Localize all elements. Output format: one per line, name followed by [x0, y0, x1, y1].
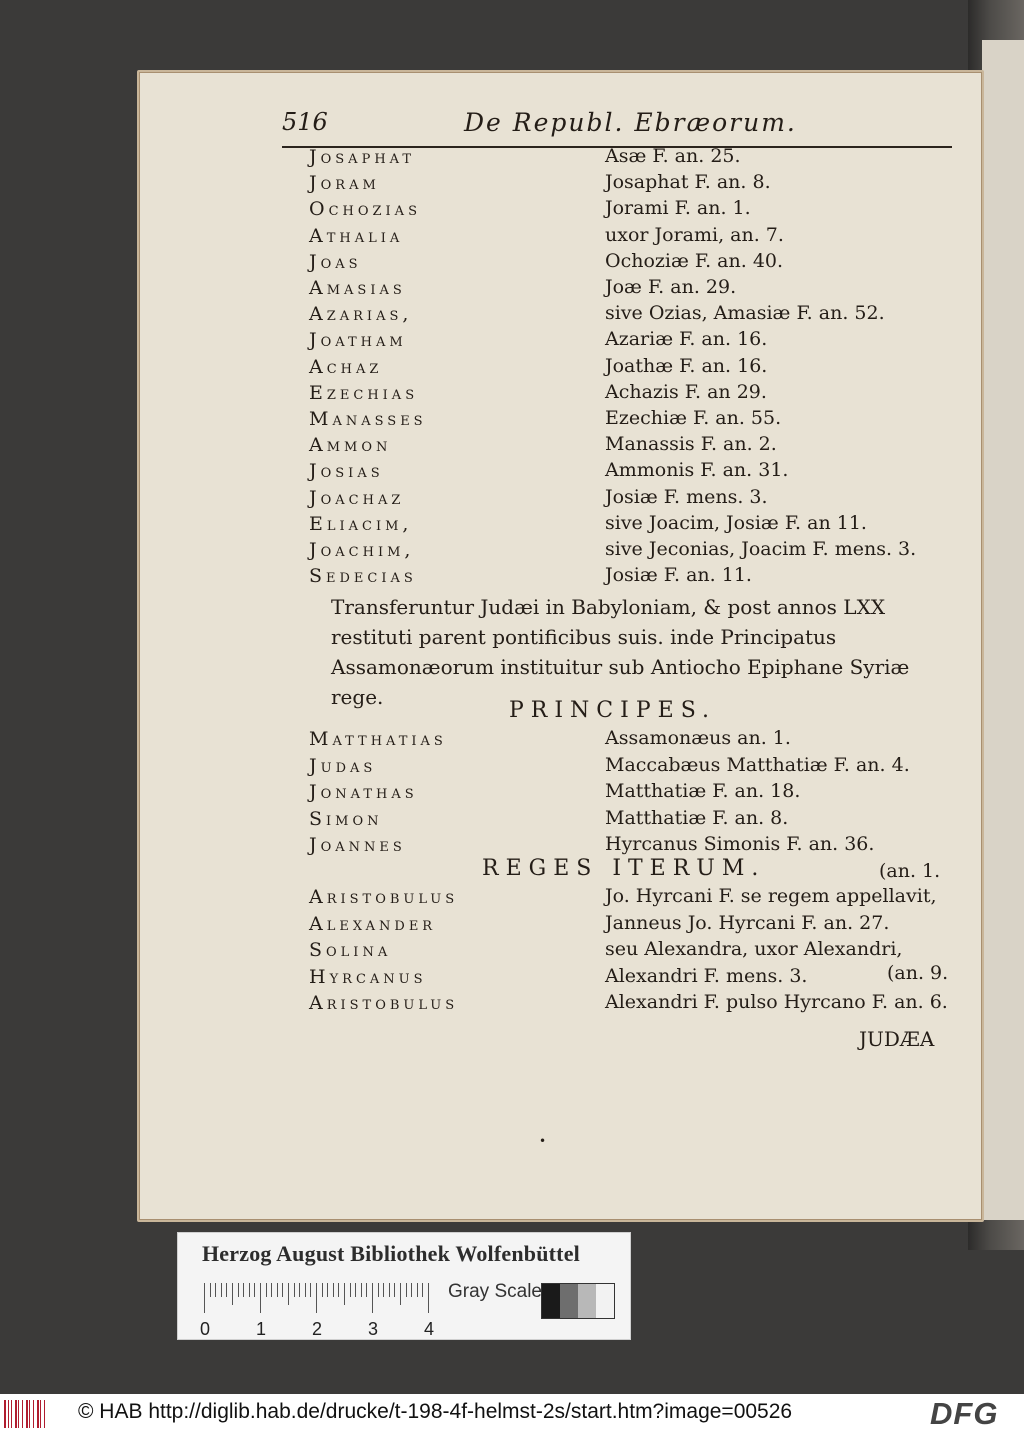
entry-name: Joannes — [309, 834, 406, 856]
entry-row — [309, 886, 959, 912]
entry-name: Joatham — [309, 329, 407, 352]
principes-heading: PRINCIPES. — [509, 698, 716, 723]
entry-detail: Assamonæus an. 1. — [605, 727, 791, 749]
ink-mark: • — [539, 1134, 547, 1148]
entry-detail: Joæ F. an. 29. — [605, 276, 737, 298]
entry-name: Judas — [309, 754, 377, 777]
reges-heading: REGES ITERUM. — [482, 856, 766, 881]
entry-row — [309, 251, 959, 277]
entry-detail: Ezechiæ F. an. 55. — [605, 407, 782, 429]
entry-row — [309, 303, 959, 329]
entry-row — [309, 565, 959, 591]
ruler-label-0: 0 — [200, 1319, 211, 1339]
book-page — [137, 70, 984, 1222]
entry-detail: Matthatiæ F. an. 18. — [605, 780, 801, 802]
entry-detail: Achazis F. an 29. — [605, 380, 767, 403]
entry-row — [309, 198, 959, 224]
entry-detail: Ammonis F. an. 31. — [605, 459, 789, 482]
entry-name: Aristobulus — [309, 886, 459, 908]
entry-name: Solina — [309, 939, 392, 961]
entry-row — [309, 513, 959, 539]
entry-name: Azarias, — [309, 303, 413, 326]
entry-row — [309, 172, 959, 198]
entry-detail: sive Jeconias, Joacim F. mens. 3. — [605, 538, 917, 560]
adjacent-page-edge — [982, 40, 1024, 1220]
entry-row — [309, 460, 959, 486]
catchword: JUDÆA — [859, 1027, 935, 1051]
entry-row — [309, 487, 959, 513]
ruler-label-2: 2 — [312, 1319, 323, 1339]
entry-detail: seu Alexandra, uxor Alexandri, — [605, 938, 903, 960]
running-title: De Republ. Ebræorum. — [464, 108, 797, 137]
entry-name: Ezechias — [309, 381, 419, 404]
entry-row — [309, 408, 959, 434]
entry-row — [309, 225, 959, 251]
dfg-logo: DFG — [930, 1396, 999, 1431]
entry-row — [309, 939, 959, 965]
copyright-url[interactable]: © HAB http://diglib.hab.de/drucke/t-198-4f-helmst-2s/start.htm?image=00526 — [78, 1400, 793, 1423]
entry-detail: sive Ozias, Amasiæ F. an. 52. — [605, 302, 885, 325]
entry-detail: Hyrcanus Simonis F. an. 36. — [605, 833, 875, 855]
entry-detail: Manassis F. an. 2. — [605, 433, 777, 456]
entry-detail: Jo. Hyrcani F. se regem appellavit, — [605, 885, 937, 907]
entry-row — [309, 913, 959, 939]
entry-detail: uxor Jorami, an. 7. — [605, 223, 784, 246]
entry-row — [309, 992, 959, 1018]
gray-scale-swatch — [541, 1283, 615, 1319]
footer-bar — [0, 1394, 1024, 1434]
entry-name: Simon — [309, 807, 383, 830]
entry-name: Josaphat — [309, 146, 416, 168]
entry-name: Joachaz — [309, 486, 405, 509]
entry-row — [309, 966, 959, 992]
hab-logo-icon — [4, 1400, 48, 1428]
entry-detail: Josiæ F. mens. 3. — [605, 485, 768, 508]
entry-name: Manasses — [309, 408, 427, 430]
transfer-paragraph: Transferuntur Judæi in Babyloniam, & post annos LXX restituti parent pontificibus suis. inde Principatus Assamonæorum instituitur sub Antiocho Epiphane Syriæ rege. — [331, 595, 910, 709]
ruler-label-4: 4 — [424, 1319, 435, 1339]
entry-name: Athalia — [309, 224, 404, 247]
entry-detail: Azariæ F. an. 16. — [605, 328, 768, 351]
library-name: Herzog August Bibliothek Wolfenbüttel — [202, 1241, 580, 1266]
entry-row — [309, 434, 959, 460]
entry-detail: Alexandri F. pulso Hyrcano F. an. 6. — [605, 991, 948, 1013]
entry-name: Sedecias — [309, 565, 417, 588]
entry-row — [309, 539, 959, 565]
entry-name: Hyrcanus — [309, 965, 427, 988]
entry-detail: Maccabæus Matthatiæ F. an. 4. — [605, 753, 910, 776]
entry-detail: Josaphat F. an. 8. — [605, 171, 771, 194]
entry-name: Aristobulus — [309, 992, 459, 1014]
entry-name: Josias — [309, 460, 384, 483]
entry-name: Ochozias — [309, 198, 421, 221]
entry-row — [309, 728, 959, 754]
entry-detail: Jorami F. an. 1. — [605, 197, 751, 220]
entry-name: Joram — [309, 172, 380, 195]
entry-row — [309, 755, 959, 781]
entry-row — [309, 781, 959, 807]
entry-name: Joas — [309, 250, 362, 273]
entry-name: Achaz — [309, 355, 383, 378]
ruler-label-3: 3 — [368, 1319, 379, 1339]
entry-detail: Alexandri F. mens. 3. — [605, 964, 808, 987]
entry-detail: Joathæ F. an. 16. — [605, 354, 768, 377]
entry-name: Amasias — [309, 277, 406, 299]
entry-detail: Josiæ F. an. 11. — [605, 564, 752, 587]
entry-row — [309, 808, 959, 834]
entry-name: Jonathas — [309, 781, 418, 803]
entry-name: Joachim, — [309, 539, 415, 561]
entry-row — [309, 146, 959, 172]
entry-detail: Matthatiæ F. an. 8. — [605, 806, 789, 829]
page-number: 516 — [282, 108, 328, 136]
entry-name: Ammon — [309, 434, 392, 457]
entry-name: Alexander — [309, 912, 437, 935]
reges-side-note: (an. 1. — [879, 860, 941, 882]
page-header — [282, 106, 952, 148]
entry-name: Matthatias — [309, 728, 447, 750]
entry-detail: Janneus Jo. Hyrcani F. an. 27. — [605, 911, 890, 934]
entry-detail: sive Joacim, Josiæ F. an 11. — [605, 511, 867, 534]
entry-row — [309, 382, 959, 408]
entry-row — [309, 329, 959, 355]
entry-detail: Asæ F. an. 25. — [605, 145, 741, 167]
measuring-ruler — [204, 1283, 432, 1317]
page-content — [139, 72, 982, 1220]
hyrcanus-side-note: (an. 9. — [887, 962, 949, 984]
entry-row — [309, 277, 959, 303]
entry-name: Eliacim, — [309, 512, 413, 535]
color-calibration-bar — [177, 1232, 631, 1340]
ruler-label-1: 1 — [256, 1319, 267, 1339]
entry-detail: Ochoziæ F. an. 40. — [605, 249, 784, 272]
gray-scale-label: Gray Scale — [448, 1281, 542, 1302]
entry-row — [309, 356, 959, 382]
